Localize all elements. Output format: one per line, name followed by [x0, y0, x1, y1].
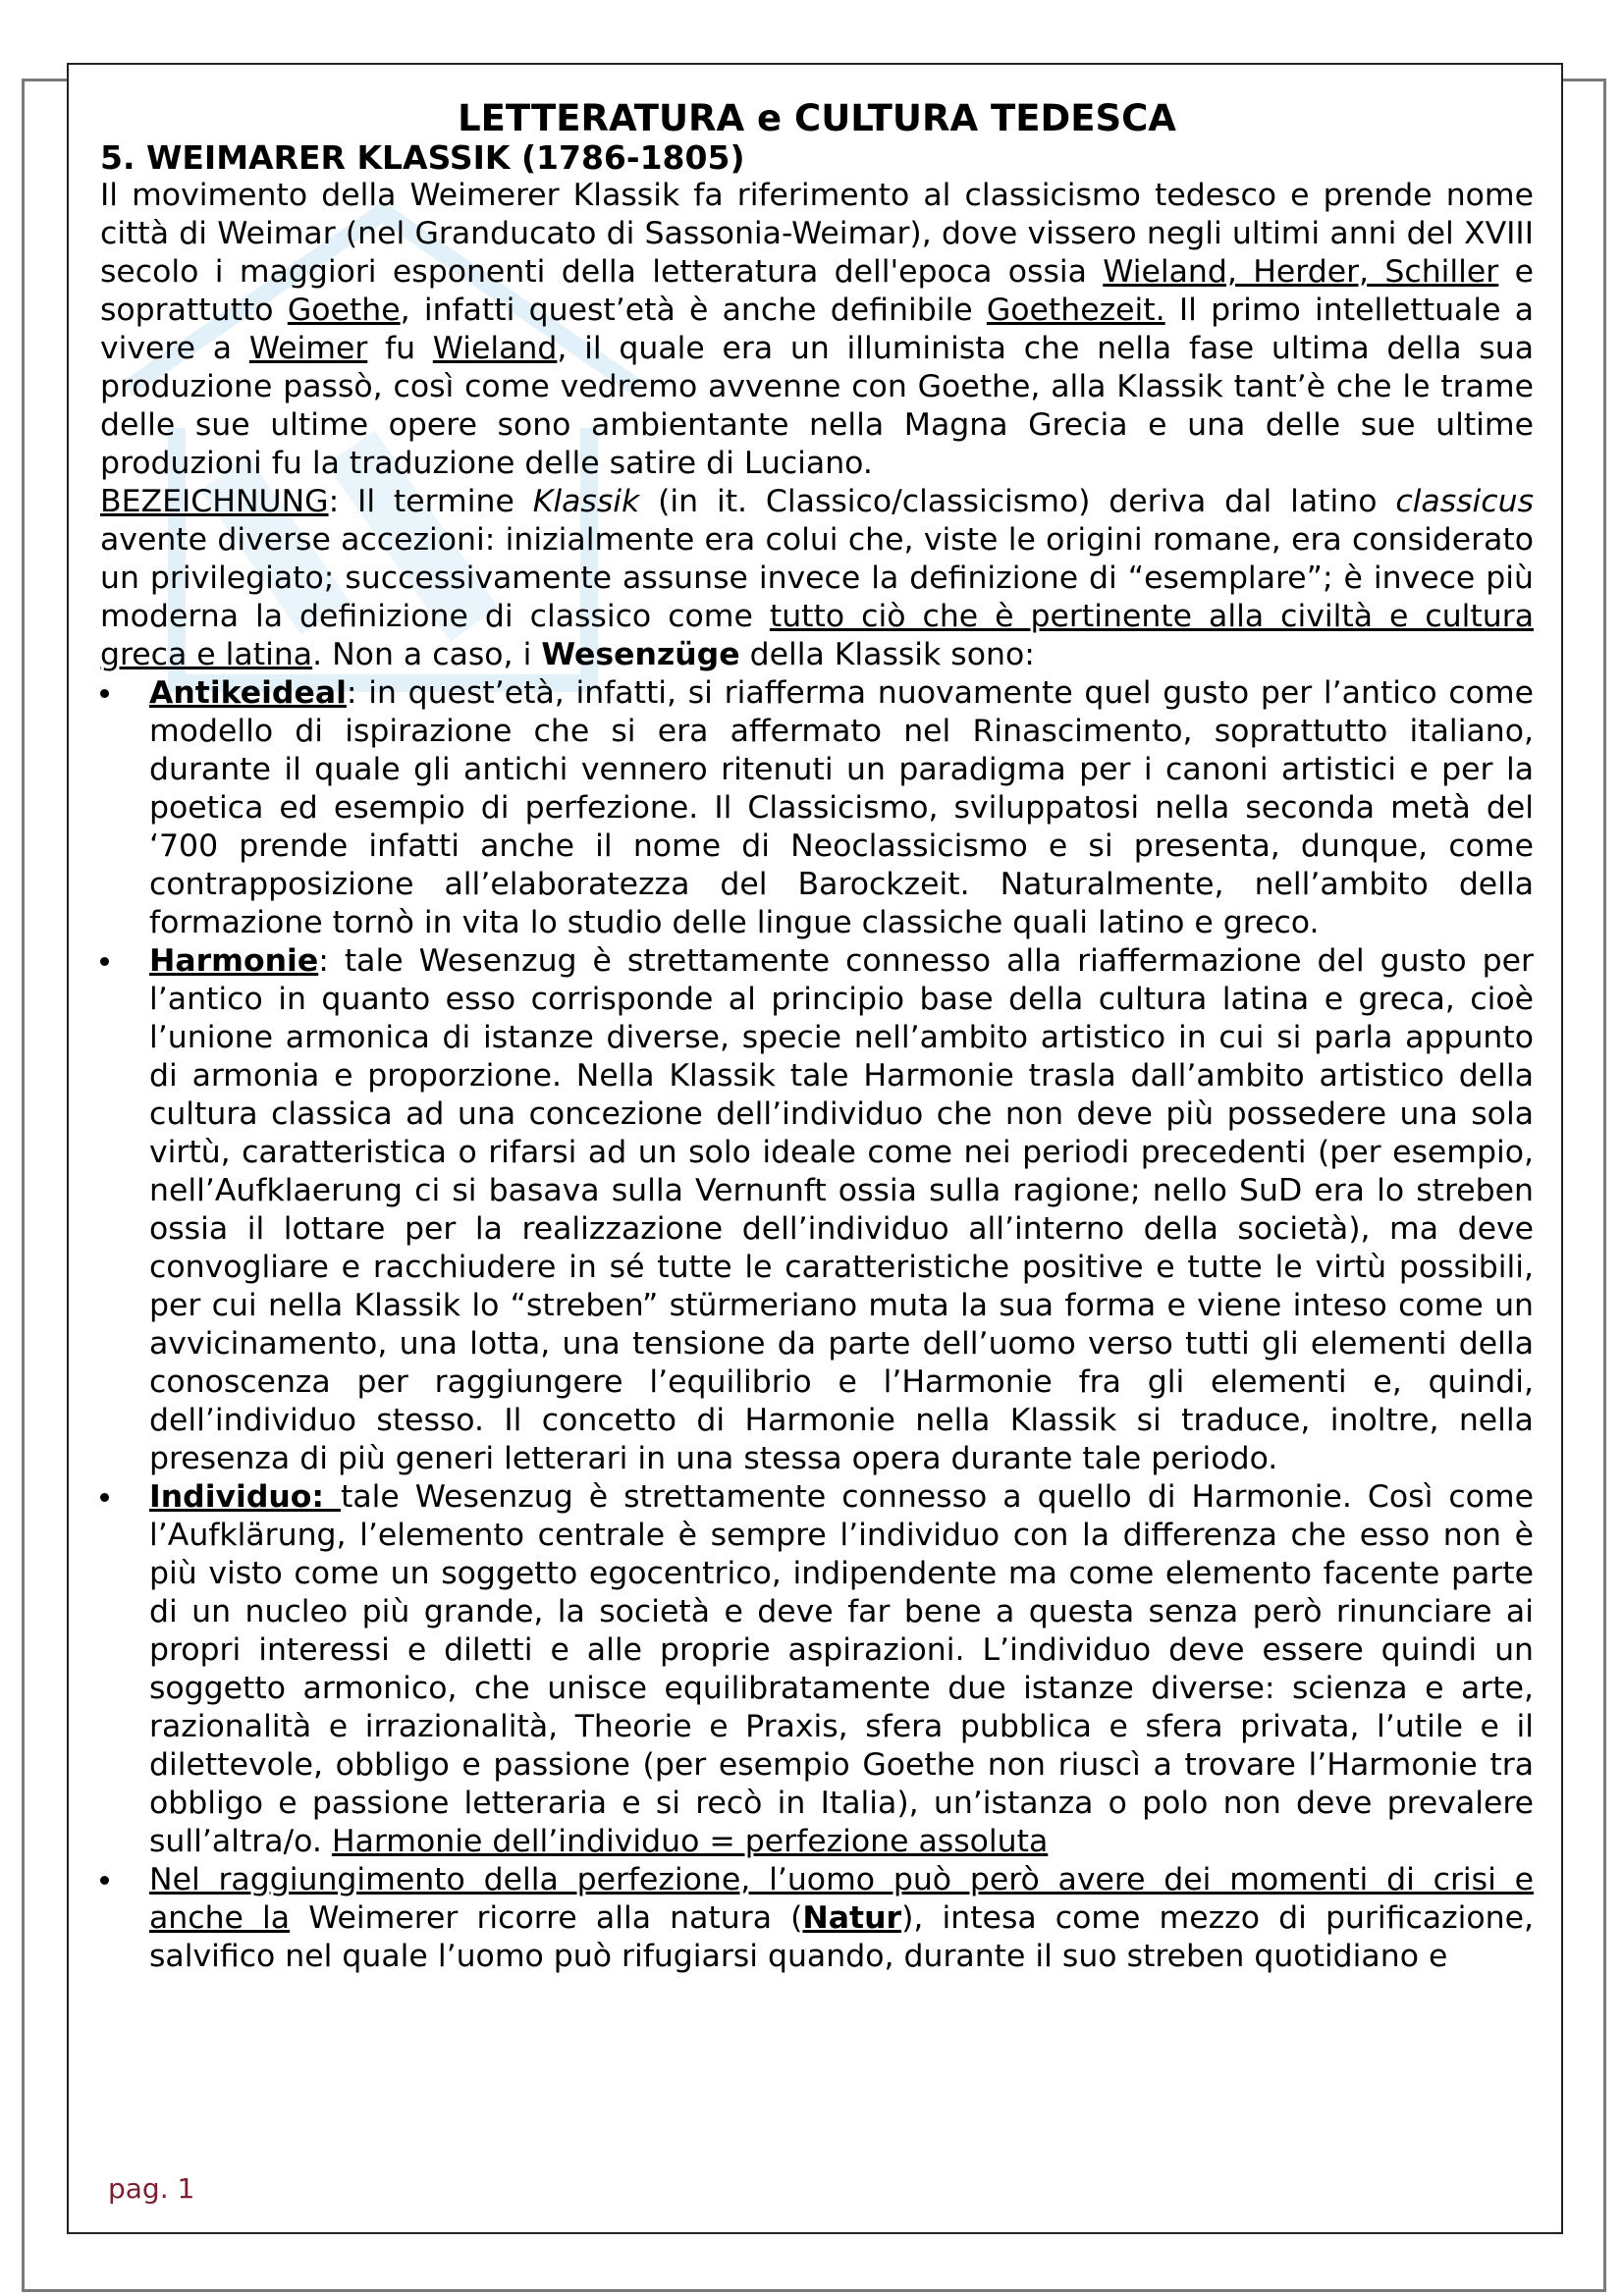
wesenzuege-list	[100, 674, 1534, 1976]
section-heading: 5. WEIMARER KLASSIK (1786-1805)	[100, 138, 745, 177]
harmonie-conclusion: Harmonie dell’individuo = perfezione assoluta	[331, 1824, 1049, 1859]
link-wieland: Wieland	[432, 331, 558, 366]
term-natur: Natur	[802, 1900, 902, 1936]
document-content	[100, 98, 1534, 1976]
bullet-icon	[100, 689, 109, 698]
link-goethe: Goethe	[287, 293, 401, 328]
list-item-natur: Nel raggiungimento della perfezione, l’uomo può però avere dei momenti di crisi e anche la Weimerer ricorre alla natura (Natur), intesa come mezzo di purificazione, salvifico nel quale l’uomo può rifugiarsi quando, durante il suo streben quotidiano e	[100, 1861, 1534, 1976]
list-item-antikeideal: Antikeideal: in quest’età, infatti, si riafferma nuovamente quel gusto per l’antico come modello di ispirazione che si era affermato nel Rinascimento, soprattutto italiano, durante il quale gli antichi vennero ritenuti un paradigma per i canoni artistici e per la poetica ed esempio di perfezione. Il Classicismo, sviluppatosi nella seconda metà del ‘700 prende infatti anche il nome di Neoclassicismo e si presenta, dunque, come contrapposizione all’elaboratezza del Barockzeit. Naturalmente, nell’ambito della formazione tornò in vita lo studio delle lingue classiche quali latino e greco.	[100, 674, 1534, 942]
link-weimer: Weimer	[248, 331, 368, 366]
link-goethezeit: Goethezeit.	[986, 293, 1165, 328]
term-individuo: Individuo:	[149, 1479, 341, 1515]
bullet-icon	[100, 1493, 109, 1502]
bezeichnung-label: BEZEICHNUNG	[100, 484, 329, 519]
bullet-icon	[100, 957, 109, 966]
definition-underline: tutto ciò che è pertinente alla civiltà e cultura greca e latina	[100, 599, 1534, 672]
link-wieland-herder-schiller: Wieland, Herder, Schiller	[1103, 254, 1499, 290]
document-page	[67, 63, 1563, 2234]
term-harmonie: Harmonie	[149, 943, 319, 979]
bezeichnung-paragraph: BEZEICHNUNG: Il termine Klassik (in it. Classico/classicismo) deriva dal latino classicus avente diverse accezioni: inizialmente era colui che, viste le origini romane, era considerato un privilegiato; successivamente assunse invece la definizione di “esemplare”; è invece più moderna la definizione di classico come tutto ciò che è pertinente alla civiltà e cultura greca e latina. Non a caso, i Wesenzüge della Klassik sono:	[100, 484, 1534, 672]
term-antikeideal: Antikeideal	[149, 675, 347, 711]
document-title: LETTERATURA e CULTURA TEDESCA	[458, 97, 1176, 139]
list-item-individuo: Individuo: tale Wesenzug è strettamente connesso a quello di Harmonie. Così come l’Aufklärung, l’elemento centrale è sempre l’individuo con la differenza che esso non è più visto come un soggetto egocentrico, indipendente ma come elemento facente parte di un nucleo più grande, la società e deve far bene a questa senza però rinunciare ai propri interessi e diletti e alle proprie aspirazioni. L’individuo deve essere quindi un soggetto armonico, che unisce equilibratamente due istanze diverse: scienza e arte, razionalità e irrazionalità, Theorie e Praxis, sfera pubblica e sfera privata, l’utile e il dilettevole, obbligo e passione (per esempio Goethe non riuscì a trovare l’Harmonie tra obbligo e passione letteraria e si recò in Italia), un’istanza o polo non deve prevalere sull’altra/o. Harmonie dell’individuo = perfezione assoluta	[100, 1478, 1534, 1861]
list-item-harmonie: Harmonie: tale Wesenzug è strettamente connesso alla riaffermazione del gusto per l’antico in quanto esso corrisponde al principio base della cultura latina e greca, cioè l’unione armonica di istanze diverse, specie nell’ambito artistico in cui si parla appunto di armonia e proporzione. Nella Klassik tale Harmonie trasla dall’ambito artistico della cultura classica ad una concezione dell’individuo che non deve più possedere una sola virtù, caratteristica o rifarsi ad un solo ideale come nei periodi precedenti (per esempio, nell’Aufklaerung ci si basava sulla Vernunft ossia sulla ragione; nello SuD era lo streben ossia il lottare per la realizzazione dell’individuo all’interno della società), ma deve convogliare e racchiudere in sé tutte le caratteristiche positive e tutte le virtù possibili, per cui nella Klassik lo “streben” stürmeriano muta la sua forma e viene inteso come un avvicinamento, una lotta, una tensione da parte dell’uomo verso tutti gli elementi della conoscenza per raggiungere l’equilibrio e l’Harmonie fra gli elementi e, quindi, dell’individuo stesso. Il concetto di Harmonie nella Klassik si traduce, inoltre, nella presenza di più generi letterari in una stessa opera durante tale periodo.	[100, 942, 1534, 1478]
bullet-icon	[100, 1876, 109, 1885]
wesenzuege-term: Wesenzüge	[541, 637, 740, 672]
page-number: pag. 1	[108, 2172, 195, 2205]
intro-paragraph: Il movimento della Weimerer Klassik fa riferimento al classicismo tedesco e prende nome città di Weimar (nel Granducato di Sassonia-Weimar), dove vissero negli ultimi anni del XVIII secolo i maggiori esponenti della letteratura dell'epoca ossia Wieland, Herder, Schiller e soprattutto Goethe, infatti quest’età è anche definibile Goethezeit. Il primo intellettuale a vivere a Weimer fu Wieland, il quale era un illuminista che nella fase ultima della sua produzione passò, così come vedremo avvenne con Goethe, alla Klassik tant’è che le trame delle sue ultime opere sono ambientante nella Magna Grecia e una delle sue ultime produzioni fu la traduzione delle satire di Luciano.	[100, 178, 1535, 481]
